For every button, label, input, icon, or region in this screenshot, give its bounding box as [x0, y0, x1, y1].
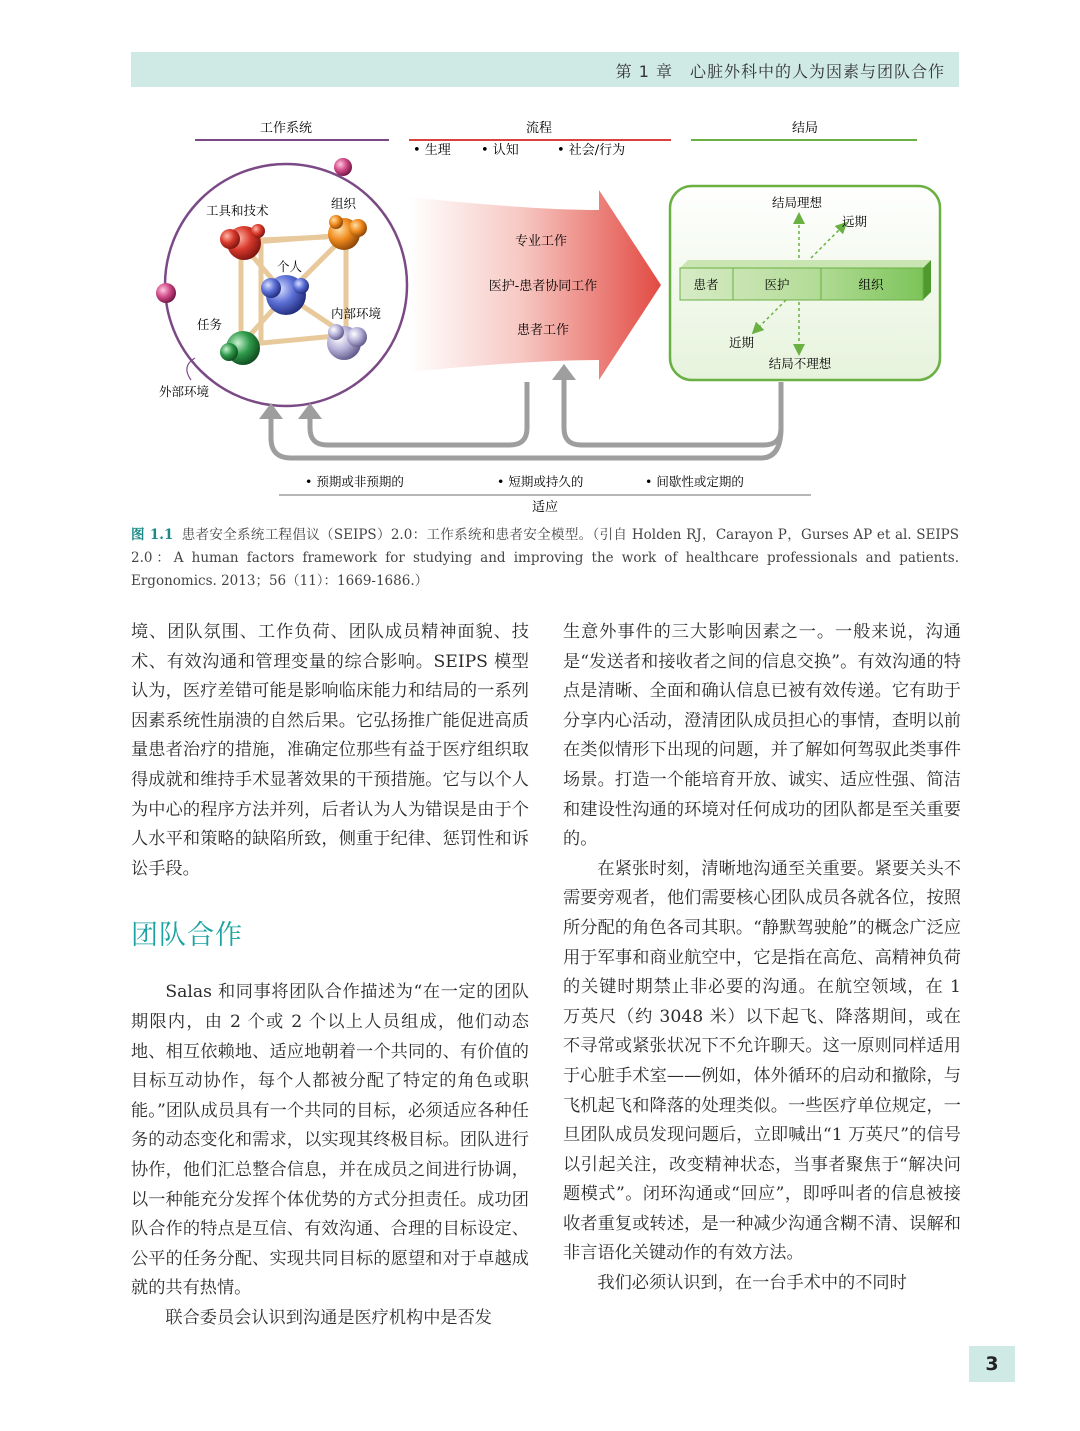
caption-text: 患者安全系统工程倡议（SEIPS）2.0：工作系统和患者安全模型。（引自 Holden RJ，Carayon P，Gurses AP et al. SEIPS 2.0：A human factors framework for studying and improving the work of healthcare professionals and patients. Ergonomics. 2013；56（11）：1669-1686.） — [131, 527, 959, 589]
adaptation-label: 适应 — [531, 500, 559, 515]
process-bullet: • 生理 — [413, 143, 451, 158]
person-sphere-sub — [261, 278, 281, 298]
internal-sphere-sub — [328, 324, 344, 340]
outcome-bar-care: 医护 — [764, 277, 790, 292]
outcome-title: 结局 — [791, 121, 819, 136]
org-sphere-sub — [329, 215, 343, 229]
figure-number: 图 1.1 — [131, 527, 174, 543]
chapter-title: 第 1 章 心脏外科中的人为因素与团队合作 — [615, 62, 945, 81]
body-paragraph: Salas 和同事将团队合作描述为“在一定的团队期限内，由 2 个或 2 个以上人员组成，他们动态地、相互依赖地、适应地朝着一个共同的、有价值的目标互动协作，每个人都被分配了特定的角色或职能。”团队成员具有一个共同的目标，必须适应各种任务的动态变化和需求，以实现其终极目标。团队进行协作，他们汇总整合信息，并在成员之间进行协调，以一种能充分发挥个体优势的方式分担责任。成功团队合作的特点是互信、有效沟通、合理的目标设定、公平的任务分配、实现共同目标的愿望和对于卓越成就的共有热情。 — [131, 982, 529, 1299]
short-term-label: 近期 — [729, 335, 755, 350]
page-number: 3 — [969, 1346, 1015, 1382]
external-label: 外部环境 — [159, 384, 210, 399]
tools-sphere-sub — [220, 229, 240, 249]
body-paragraph: 境、团队氛围、工作负荷、团队成员精神面貌、技术、有效沟通和管理变量的综合影响。SEIPS 模型认为，医疗差错可能是影响临床能力和结局的一系列因素系统性崩溃的自然后果。它弘扬推广能促进高质量患者治疗的措施，准确定位那些有益于医疗组织取得成就和维持手术显著效果的干预措施。它与以个人为中心的程序方法并列，后者认为人为错误是由于个人水平和策略的缺陷所致，侧重于纪律、惩罚性和诉讼手段。 — [131, 622, 529, 879]
tools-label: 工具和技术 — [206, 203, 269, 218]
arrow-label: 医护-患者协同工作 — [488, 279, 598, 294]
adaptation-bullet: • 短期或持久的 — [497, 474, 584, 489]
person-label: 个人 — [277, 259, 303, 274]
section-heading: 团队合作 — [131, 920, 243, 952]
body-paragraph: 在紧张时刻，清晰地沟通至关重要。紧要关头不需要旁观者，他们需要核心团队成员各就各位，按照所分配的角色各司其职。“静默驾驶舱”的概念广泛应用于军事和商业航空中，它是指在高危、高精神负荷的关键时期禁止非必要的沟通。在航空领域，在 1 万英尺（约 3048 米）以下起飞、降落期间，或在不寻常或紧张状况下不允许聊天。这一原则同样适用于心脏手术室——例如，体外循环的启动和撤除，与飞机起飞和降落的处理类似。一些医疗单位规定，一旦团队成员发现问题后，立即喊出“1 万英尺”的信号以引起关注，改变精神状态，当事者聚焦于“解决问题模式”。闭环沟通或“回应”，即呼叫者的信息被接收者重复或转述，是一种减少沟通含糊不清、误解和非言语化关键动作的有效方法。 — [563, 858, 961, 1264]
task-label: 任务 — [197, 317, 223, 332]
right-column — [563, 618, 961, 1299]
circle-node-left — [156, 283, 176, 303]
body-paragraph: 联合委员会认识到沟通是医疗机构中是否发 — [165, 1307, 492, 1328]
process-title: 流程 — [525, 121, 553, 136]
outcome-bar-top — [680, 260, 931, 268]
arrow-label: 专业工作 — [514, 234, 568, 249]
process-bullet: • 社会/行为 — [557, 143, 626, 158]
figure-caption — [131, 524, 959, 593]
external-pointer — [187, 358, 195, 380]
outcome-bar-org: 组织 — [858, 277, 884, 292]
seips-figure — [131, 110, 961, 520]
chapter-header — [131, 52, 959, 87]
body-paragraph: 我们必须认识到，在一台手术中的不同时 — [597, 1273, 907, 1294]
left-column — [131, 618, 529, 1333]
internal-sphere-sub — [347, 327, 367, 347]
process-bullet: • 认知 — [481, 143, 519, 158]
work-system-title: 工作系统 — [259, 121, 313, 136]
loop-arrowhead — [552, 364, 576, 380]
org-sphere-sub — [349, 219, 367, 237]
task-sphere-sub — [220, 343, 238, 361]
desirable-label: 结局理想 — [771, 195, 823, 210]
tools-sphere-sub — [251, 224, 265, 238]
person-sphere-sub — [293, 278, 309, 294]
long-term-label: 远期 — [842, 214, 868, 229]
undesirable-label: 结局不理想 — [768, 356, 832, 371]
body-paragraph: 生意外事件的三大影响因素之一。一般来说，沟通是“发送者和接收者之间的信息交换”。有效沟通的特点是清晰、全面和确认信息已被有效传递。它有助于分享内心活动，澄清团队成员担心的事情，查明以前在类似情形下出现的问题，并了解如何驾驭此类事件场景。打造一个能培育开放、诚实、适应性强、简洁和建设性沟通的环境对任何成功的团队都是至关重要的。 — [563, 622, 961, 850]
adaptation-bullet: • 间歇性或定期的 — [645, 474, 744, 489]
org-label: 组织 — [331, 196, 357, 211]
internal-label: 内部环境 — [331, 306, 382, 321]
arrow-label: 患者工作 — [516, 323, 570, 338]
outcome-bar-patient: 患者 — [693, 277, 719, 292]
circle-node-top — [334, 158, 352, 176]
adaptation-bullet: • 预期或非预期的 — [305, 474, 404, 489]
